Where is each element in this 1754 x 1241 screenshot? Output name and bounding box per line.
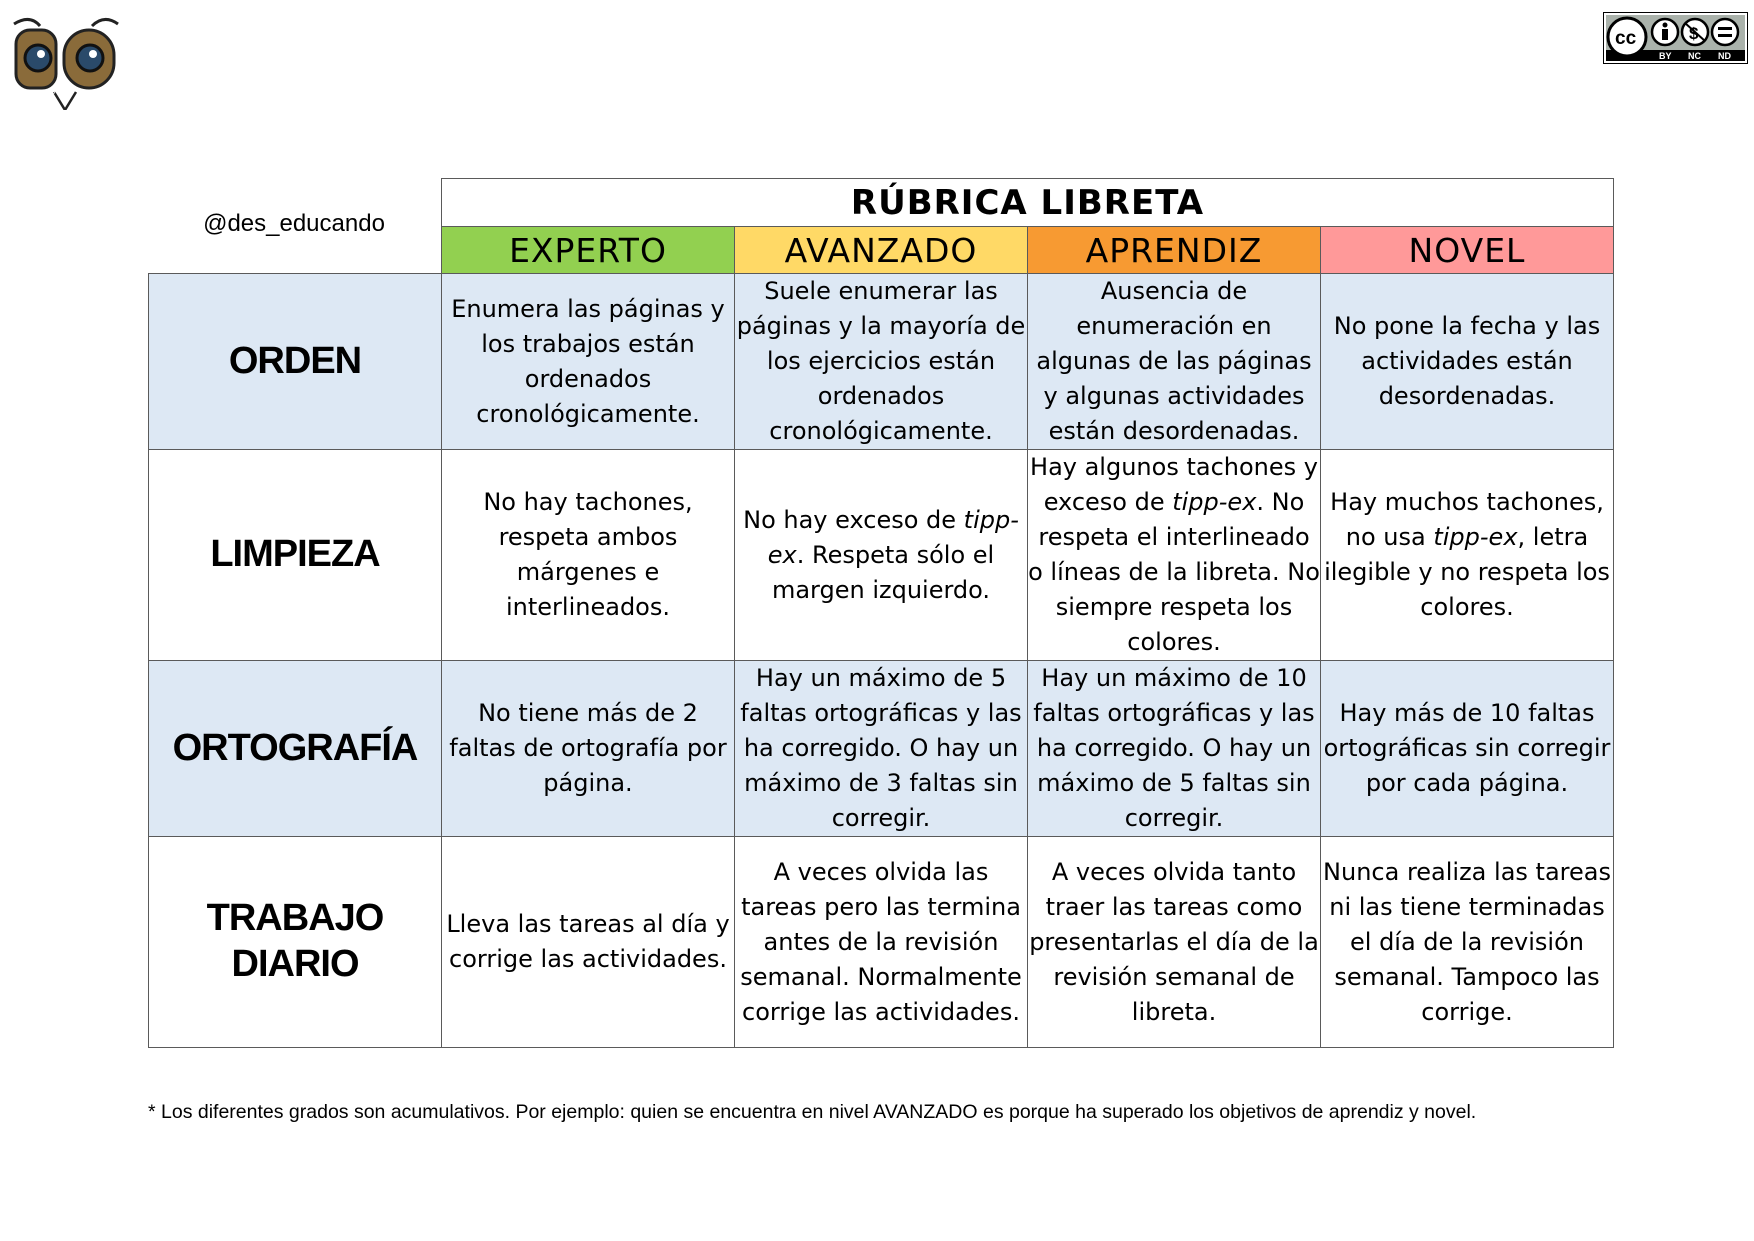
text-post: , letra ilegible y no respeta los colores. (1324, 523, 1610, 621)
cell-orden-aprendiz: Ausencia de enumeración en algunas de las páginas y algunas actividades están desordenadas. (1028, 274, 1321, 450)
cell-orden-experto: Enumera las páginas y los trabajos están ordenados cronológicamente. (442, 274, 735, 450)
cell-limpieza-novel (1321, 450, 1614, 661)
cc-label-nc: NC (1688, 51, 1701, 61)
cell-trabajo-novel: Nunca realiza las tareas ni las tiene terminadas el día de la revisión semanal. Tampoco las corrige. (1321, 837, 1614, 1048)
cell-ortografia-avanzado: Hay un máximo de 5 faltas ortográficas y las ha corregido. O hay un máximo de 3 faltas sin corregir. (735, 661, 1028, 837)
rubric-title: RÚBRICA LIBRETA (442, 179, 1614, 227)
table-row (149, 274, 1614, 450)
category-trabajo-diario (149, 837, 442, 1048)
cell-limpieza-avanzado (735, 450, 1028, 661)
level-aprendiz: APRENDIZ (1028, 227, 1321, 274)
text-em: tipp-ex (1433, 523, 1518, 551)
table-row (149, 450, 1614, 661)
cell-trabajo-avanzado: A veces olvida las tareas pero las termina antes de la revisión semanal. Normalmente corrige las actividades. (735, 837, 1028, 1048)
cc-license-badge (1603, 12, 1748, 64)
category-line: TRABAJO (206, 897, 384, 940)
cc-label-nd: ND (1718, 51, 1731, 61)
text-pre: No hay exceso de (743, 505, 964, 534)
text-em: tipp-ex (1172, 488, 1257, 516)
svg-text:$: $ (1689, 24, 1699, 43)
cell-limpieza-experto: No hay tachones, respeta ambos márgenes e interlineados. (442, 450, 735, 661)
text-post: . Respeta sólo el margen izquierdo. (771, 540, 995, 604)
level-avanzado: AVANZADO (735, 227, 1028, 274)
cell-limpieza-aprendiz (1028, 450, 1321, 661)
category-orden: ORDEN (149, 274, 442, 450)
category-line: DIARIO (231, 943, 359, 985)
svg-text:cc: cc (1615, 28, 1637, 49)
owl-logo (10, 10, 122, 110)
text-pre: Hay muchos tachones, no usa (1330, 488, 1604, 551)
table-row (149, 661, 1614, 837)
text-pre: Hay algunos tachones y exceso de (1030, 453, 1318, 516)
text-em: tipp-ex (767, 505, 1019, 569)
title-row (149, 179, 1614, 227)
cell-orden-avanzado: Suele enumerar las páginas y la mayoría de los ejercicios están ordenados cronológicamente. (735, 274, 1028, 450)
owl-icon (10, 10, 122, 110)
level-novel: NOVEL (1321, 227, 1614, 274)
cell-ortografia-aprendiz: Hay un máximo de 10 faltas ortográficas y las ha corregido. O hay un máximo de 5 faltas sin corregir. (1028, 661, 1321, 837)
cell-trabajo-aprendiz: A veces olvida tanto traer las tareas como presentarlas el día de la revisión semanal de libreta. (1028, 837, 1321, 1048)
rubric-table (148, 178, 1614, 1048)
cc-label-by: BY (1659, 51, 1672, 61)
footnote: * Los diferentes grados son acumulativos. Por ejemplo: quien se encuentra en nivel AVANZADO es porque ha superado los objetivos de aprendiz y novel. (148, 1101, 1477, 1123)
cc-by-nc-nd-icon (1603, 12, 1748, 64)
category-limpieza: LIMPIEZA (149, 450, 442, 661)
cell-orden-novel: No pone la fecha y las actividades están desordenadas. (1321, 274, 1614, 450)
cell-ortografia-novel: Hay más de 10 faltas ortográficas sin corregir por cada página. (1321, 661, 1614, 837)
level-experto: EXPERTO (442, 227, 735, 274)
text-post: . No respeta el interlineado o líneas de la libreta. No siempre respeta los colores. (1028, 488, 1320, 656)
author-handle: @des_educando (203, 210, 385, 237)
corner-cell (149, 179, 442, 274)
cell-ortografia-experto: No tiene más de 2 faltas de ortografía por página. (442, 661, 735, 837)
cell-trabajo-experto: Lleva las tareas al día y corrige las actividades. (442, 837, 735, 1048)
logo-text: DO (50, 87, 62, 96)
table-row (149, 837, 1614, 1048)
category-ortografia: ORTOGRAFÍA (149, 661, 442, 837)
